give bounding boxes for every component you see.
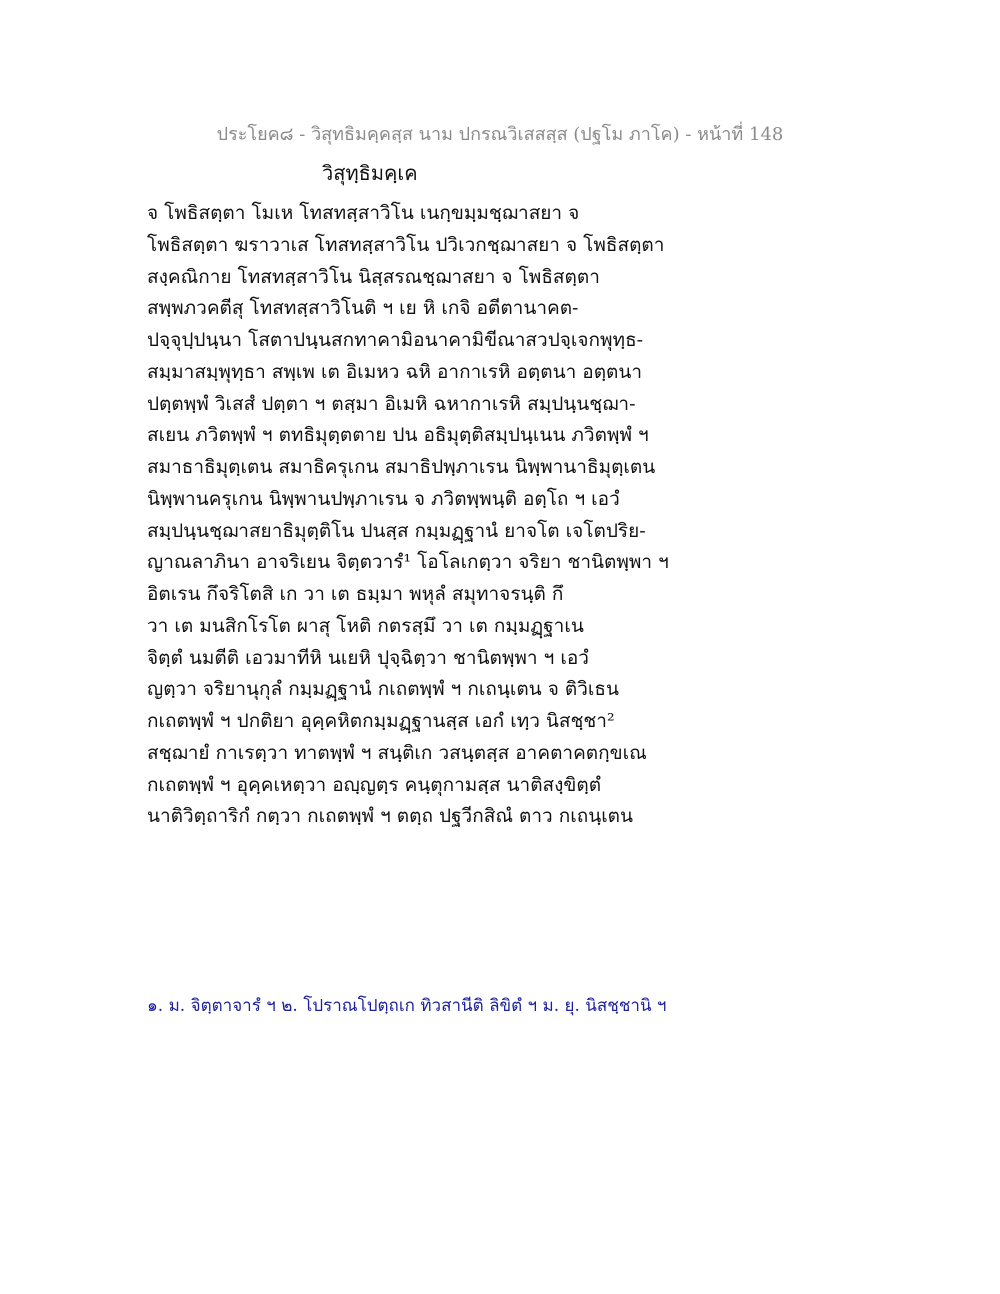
text-line: สเยน ภวิตพฺพํ ฯ ตทธิมุตฺตตาย ปน อธิมุตฺติสมฺปนฺเนน ภวิตพฺพํ ฯ [147,424,649,447]
text-line: ปตฺตพฺพํ วิเสสํ ปตฺตา ฯ ตสฺมา อิเมหิ ฉหากาเรหิ สมฺปนฺนชฺฌา- [147,392,636,415]
running-header: ประโยค๘ - วิสุทธิมคฺคสฺส นาม ปกรณวิเสสสฺส (ปฐโม ภาโค) - หน้าที่ 148 [216,124,784,145]
text-line: ปจฺจุปฺปนฺนา โสตาปนฺนสกทาคามิอนาคามิขีณาสวปจฺเจกพุทฺธ- [147,329,644,351]
text-line: สพฺพภวคตีสุ โทสทสฺสาวิโนติ ฯ เย หิ เกจิ อตีตานาคต- [147,297,579,320]
section-title: วิสุทฺธิมคฺเค [322,161,418,185]
text-line: นาติวิตฺถาริกํ กตฺวา กเถตพฺพํ ฯ ตตฺถ ปฐวีกสิณํ ตาว กเถนฺเตน [147,805,634,828]
text-line: ญาณลาภินา อาจริเยน จิตฺตวารํ¹ โอโลเกตฺวา จริยา ชานิตพฺพา ฯ [147,551,669,574]
body-text [147,198,707,833]
text-line: วา เต มนสิกโรโต ผาสุ โหติ กตรสฺมึ วา เต กมฺมฏฺฐาเน [147,614,584,637]
text-line: สมาธาธิมุตฺเตน สมาธิครุเกน สมาธิปพฺภาเรน นิพฺพานาธิมุตฺเตน [147,456,656,478]
text-line: โพธิสตฺตา ฆราวาเส โทสทสฺสาวิโน ปวิเวกชฺฌาสยา จ โพธิสตฺตา [147,233,665,256]
text-line: สมฺปนฺนชฺฌาสยาธิมุตฺติโน ปนสฺส กมฺมฏฺฐานํ ยาจโต เจโตปริย- [147,519,646,542]
text-line: จิตฺตํ นมตีติ เอวมาทีหิ นเยหิ ปุจฺฉิตฺวา ชานิตพฺพา ฯ เอวํ [147,646,589,669]
text-line: สงฺคณิกาย โทสทสฺสาวิโน นิสฺสรณชฺฌาสยา จ โพธิสตฺตา [147,265,600,288]
text-line: สมฺมาสมฺพุทฺธา สพฺเพ เต อิเมหว ฉหิ อากาเรหิ อตฺตนา อตฺตนา [147,360,643,383]
text-line: กเถตพฺพํ ฯ ปกติยา อุคฺคหิตกมฺมฏฺฐานสฺส เอกํ เทฺว นิสชฺชา² [147,710,615,732]
text-line: อิตเรน กึจริโตสิ เก วา เต ธมฺมา พหุลํ สมุทาจรนฺติ กึ [147,583,564,605]
footnote: ๑. ม. จิตฺตาจารํ ฯ ๒. โปราณโปตฺถเก ทิวสานีติ ลิขิตํ ฯ ม. ยุ. นิสชฺชานิ ฯ [147,996,667,1016]
text-line: นิพฺพานครุเกน นิพฺพานปพฺภาเรน จ ภวิตพฺพนฺติ อตฺโถ ฯ เอวํ [147,487,620,510]
text-line: สชฺฌายํ กาเรตฺวา ทาตพฺพํ ฯ สนฺติเก วสนฺตสฺส อาคตาคตกฺขเณ [147,741,647,764]
text-line: ญตฺวา จริยานุกุลํ กมฺมฏฺฐานํ กเถตพฺพํ ฯ กเถนฺเตน จ ติวิเธน [147,678,619,701]
text-line: กเถตพฺพํ ฯ อุคฺคเหตฺวา อญฺญตฺร คนฺตุกามสฺส นาติสงฺขิตฺตํ [147,773,602,796]
text-line: จ โพธิสตฺตา โมเห โทสทสฺสาวิโน เนกฺขมฺมชฺฌาสยา จ [147,202,580,224]
